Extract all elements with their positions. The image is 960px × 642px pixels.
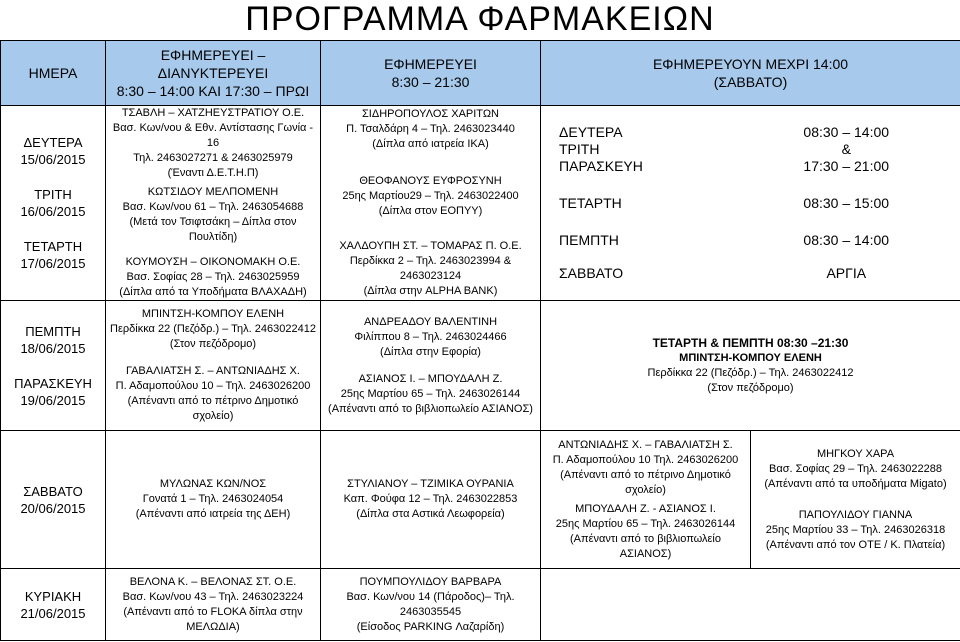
night-pharmacies-2 (106, 301, 321, 431)
day-monday: ΔΕΥΤΕΡΑ 15/06/2015 (20, 135, 86, 167)
opening-hours-schedule (541, 106, 960, 301)
saturday-pharmacies-a (541, 431, 751, 569)
week-block-3 (1, 431, 960, 569)
pharmacy-entry: ΠΑΠΟΥΛΙΔΟΥ ΓΙΑΝΝΑ 25ης Μαρτίου 33 – Τηλ. 2463026318 (Απέναντι από τον ΟΤΕ / Κ. Πλατεία) (765, 508, 946, 551)
days-mon-wed (1, 106, 106, 301)
pharmacy-entry: ΑΣΙΑΝΟΣ Ι. – ΜΠΟΥΔΑΛΗ Ζ. 25ης Μαρτίου 65 – Τηλ. 2463026144 (Απέναντι από το βιβλιοπωλείο ΑΣΙΑΝΟΣ) (328, 372, 533, 415)
day-friday: ΠΑΡΑΣΚΕΥΗ 19/06/2015 (14, 375, 92, 408)
header-saturday-duty: ΕΦΗΜΕΡΕΥΟΥΝ ΜΕΧΡΙ 14:00 (ΣΑΒΒΑΤΟ) (541, 41, 960, 106)
pharmacy-entry: ΑΝΤΩΝΙΑΔΗΣ Χ. – ΓΑΒΑΛΙΑΤΣΗ Σ. Π. Αδαμοπούλου 10 Τηλ. 2463026200 (Απέναντι από το πέτρινο Δημοτικό σχολείο) (552, 438, 739, 496)
pharmacy-entry: ΚΩΤΣΙΔΟΥ ΜΕΛΠΟΜΕΝΗ Βασ. Κων/νου 61 – Τηλ. 2463054688 (Μετά τον Τσιφτσάκη – Δίπλα στον Πουλτίδη) (122, 186, 304, 243)
header-row (1, 41, 960, 106)
days-thu-fri (1, 301, 106, 431)
night-pharmacies-4: ΒΕΛΟΝΑ Κ. – ΒΕΛΟΝΑΣ ΣΤ. Ο.Ε. Βασ. Κων/νου 43 – Τηλ. 2463023224 (Απέναντι από το FLOKA δίπλα στην ΜΕΛΩΔΙΑ) (106, 569, 321, 641)
pharmacy-schedule-table (0, 40, 960, 641)
night-pharmacies-3: ΜΥΛΩΝΑΣ ΚΩΝ/ΝΟΣ Γονατά 1 – Τηλ. 2463024054 (Απέναντι από ιατρεία της ΔΕΗ) (106, 431, 321, 569)
week-block-2 (1, 301, 960, 431)
pharmacy-entry: ΜΠΟΥΔΑΛΗ Ζ. - ΑΣΙΑΝΟΣ Ι. 25ης Μαρτίου 65 – Τηλ. 2463026144 (Απέναντι από το βιβλιοπωλείο ΑΣΙΑΝΟΣ) (555, 502, 736, 560)
wed-thu-extended-duty: ΤΕΤΑΡΤΗ & ΠΕΜΠΤΗ 08:30 –21:30 ΜΠΙΝΤΣΗ-ΚΟΜΠΟΥ ΕΛΕΝΗ Περδίκκα 22 (Πεζόδρ.) – Τηλ. 2463022412 (Στον πεζόδρομο) (541, 301, 960, 431)
day-wednesday: ΤΕΤΑΡΤΗ 17/06/2015 (20, 239, 86, 271)
header-day: ΗΜΕΡΑ (1, 41, 106, 106)
pharmacy-entry: ΚΟΥΜΟΥΣΗ – ΟΙΚΟΝΟΜΑΚΗ Ο.Ε. Βασ. Σοφίας 28 – Τηλ. 2463025959 (Δίπλα από τα Υποδήματα ΒΛΑΧΑΔΗ) (119, 256, 307, 298)
pharmacy-entry: ΤΣΑΒΛΗ – ΧΑΤΖΗΕΥΣΤΡΑΤΙΟΥ Ο.Ε. Βασ. Κων/νου & Εθν. Αντίστασης Γωνία - 16 Τηλ. 2463027271 & 2463025979 (Έναντι Δ.Ε.Τ.Η.Π) (112, 107, 314, 179)
day-tuesday: ΤΡΙΤΗ 16/06/2015 (20, 187, 86, 219)
pharmacy-entry: ΜΗΓΚΟΥ ΧΑΡΑ Βασ. Σοφίας 29 – Τηλ. 2463022288 (Απέναντι από τα υποδήματα Migato) (764, 447, 947, 490)
header-day-duty: ΕΦΗΜΕΡΕΥΕΙ 8:30 – 21:30 (321, 41, 541, 106)
pharmacy-entry: ΘΕΟΦΑΝΟΥΣ ΕΥΦΡΟΣΥΝΗ 25ης Μαρτίου29 – Τηλ. 2463022400 (Δίπλα στον ΕΟΠΥΥ) (342, 175, 519, 217)
day-sunday: ΚΥΡΙΑΚΗ 21/06/2015 (1, 569, 106, 641)
day-pharmacies-4: ΠΟΥΜΠΟΥΛΙΔΟΥ ΒΑΡΒΑΡΑ Βασ. Κων/νου 14 (Πάροδος)– Τηλ. 2463035545 (Είσοδος PARKING Λαζαρίδη) (321, 569, 541, 641)
day-pharmacies-2 (321, 301, 541, 431)
day-saturday: ΣΑΒΒΑΤΟ 20/06/2015 (1, 431, 106, 569)
saturday-pharmacies-b (751, 431, 960, 569)
header-night-duty: ΕΦΗΜΕΡΕΥΕΙ – ΔΙΑΝΥΚΤΕΡΕΥΕΙ 8:30 – 14:00 ΚΑΙ 17:30 – ΠΡΩΙ (106, 41, 321, 106)
night-pharmacies-1 (106, 106, 321, 301)
day-thursday: ΠΕΜΠΤΗ 18/06/2015 (20, 323, 86, 356)
page-title: ΠΡΟΓΡΑΜΜΑ ΦΑΡΜΑΚΕΙΩΝ (245, 0, 715, 38)
pharmacy-entry: ΑΝΔΡΕΑΔΟΥ ΒΑΛΕΝΤΙΝΗ Φιλίππου 8 – Τηλ. 2463024466 (Δίπλα στην Εφορία) (354, 315, 507, 358)
schedule-grid: ΔΕΥΤΕΡΑ 08:30 – 14:00 ΤΡΙΤΗ & ΠΑΡΑΣΚΕΥΗ 17:30 – 21:00 ΤΕΤΑΡΤΗ 08:30 – 15:00 ΠΕΜΠΤΗ 08:30 – 14:00 ΣΑΒΒΑΤΟ ΑΡΓΙΑ (559, 124, 890, 281)
day-pharmacies-3: ΣΤΥΛΙΑΝΟΥ – ΤΖΙΜΙΚΑ ΟΥΡΑΝΙΑ Καπ. Φούφα 12 – Τηλ. 2463022853 (Δίπλα στα Αστικά Λεωφορεία) (321, 431, 541, 569)
week-block-4 (1, 569, 960, 641)
pharmacy-entry: ΓΑΒΑΛΙΑΤΣΗ Σ. – ΑΝΤΩΝΙΑΔΗΣ Χ. Π. Αδαμοπούλου 10 – Τηλ. 2463026200 (Απέναντι από το πέτρινο Δημοτικό σχολείο) (115, 365, 311, 422)
day-pharmacies-1 (321, 106, 541, 301)
sunday-empty-cell (541, 569, 960, 641)
week-block-1 (1, 106, 960, 301)
pharmacy-entry: ΜΠΙΝΤΣΗ-ΚΟΜΠΟΥ ΕΛΕΝΗ Περδίκκα 22 (Πεζόδρ.) – Τηλ. 2463022412 (Στον πεζόδρομο) (110, 308, 316, 350)
pharmacy-entry: ΧΑΛΔΟΥΠΗ ΣΤ. – ΤΟΜΑΡΑΣ Π. Ο.Ε. Περδίκκα 2 – Τηλ. 2463023994 & 2463023124 (Δίπλα στην ALPHA BANK) (339, 240, 522, 297)
pharmacy-entry: ΣΙΔΗΡΟΠΟΥΛΟΣ ΧΑΡΙΤΩΝ Π. Τσαλδάρη 4 – Τηλ. 2463023440 (Δίπλα από ιατρεία ΙΚΑ) (346, 108, 515, 150)
